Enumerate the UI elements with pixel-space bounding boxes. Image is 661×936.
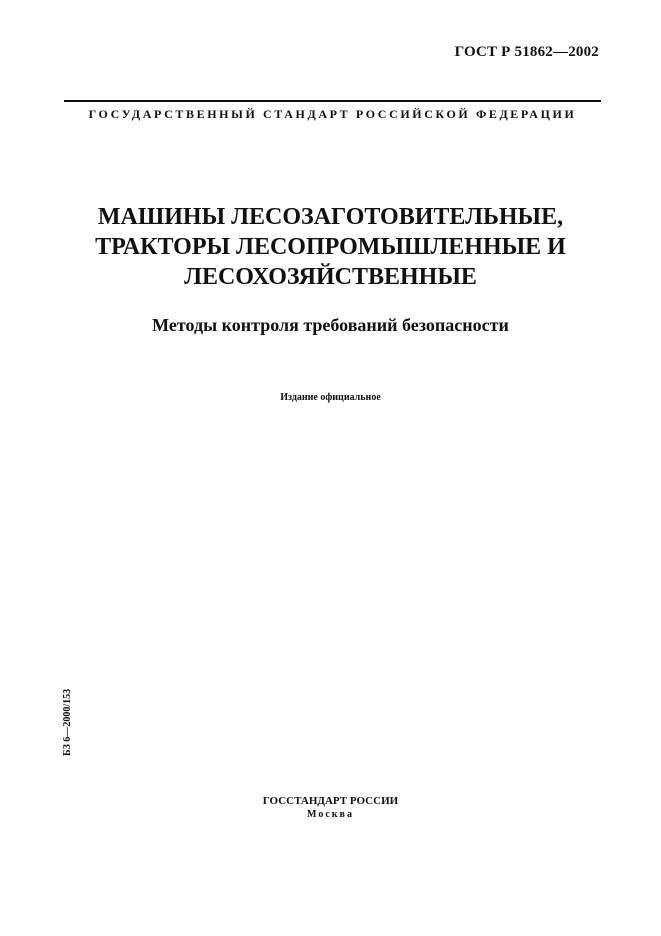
publisher: ГОССТАНДАРТ РОССИИ (262, 795, 399, 807)
title-line-2: ТРАКТОРЫ ЛЕСОПРОМЫШЛЕННЫЕ И (95, 234, 566, 260)
gost-code: ГОСТ Р 51862—2002 (454, 44, 599, 60)
state-standard-heading: ГОСУДАРСТВЕННЫЙ СТАНДАРТ РОССИЙСКОЙ ФЕДЕРАЦИИ (64, 100, 601, 122)
publisher-city: Москва (307, 809, 354, 820)
side-code: БЗ 6—2000/153 (62, 688, 73, 756)
title-line-1: МАШИНЫ ЛЕСОЗАГОТОВИТЕЛЬНЫЕ, (97, 204, 564, 230)
document-subtitle: Методы контроля требований безопасности (152, 315, 509, 335)
title-line-3: ЛЕСОХОЗЯЙСТВЕННЫЕ (184, 264, 477, 290)
edition-label: Издание официальное (280, 392, 381, 403)
document-title (40, 202, 621, 292)
